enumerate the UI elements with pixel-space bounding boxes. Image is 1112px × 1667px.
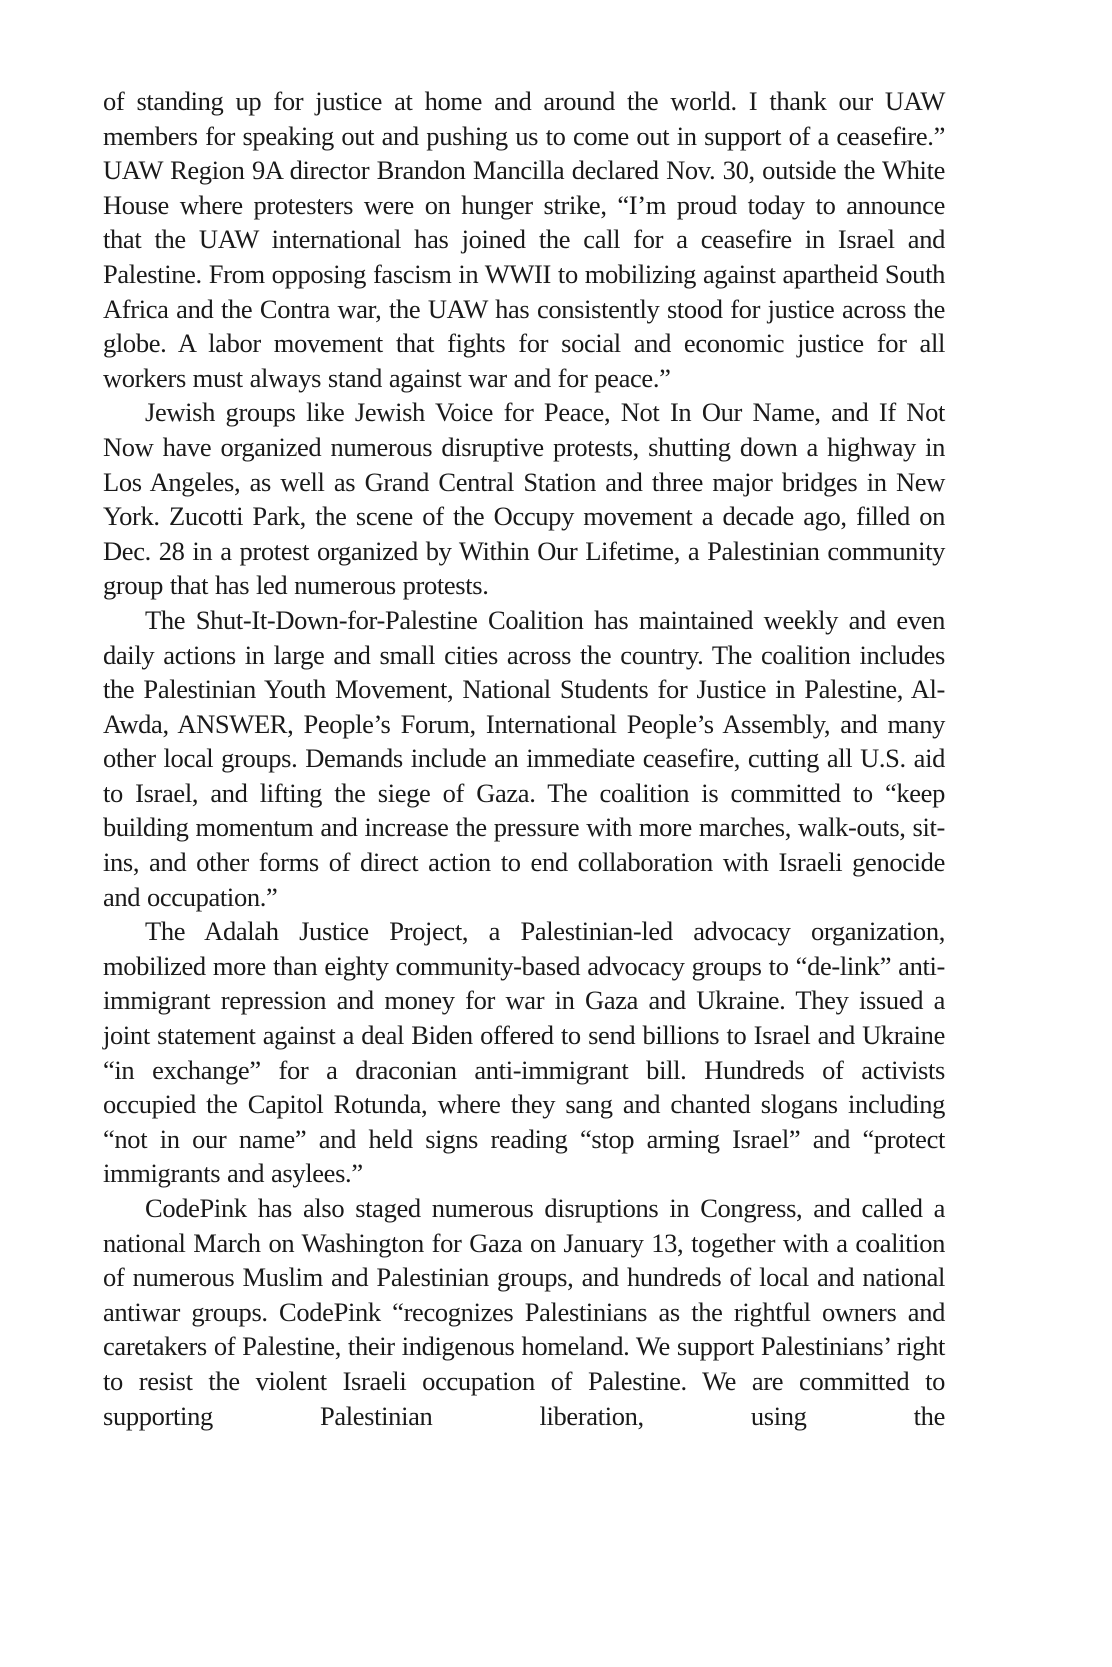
paragraph-codepink: CodePink has also staged numerous disruptions in Congress, and called a national March on Washington for Gaza on January 13, together with a coalition of numerous Muslim and Palestinian groups, and hundreds of local and national antiwar groups. CodePink “recognizes Palestinians as the rightful owners and caretakers of Palestine, their indigenous homeland. We support Palestinians’ right to resist the violent Israeli occupation of Palestine. We are committed to supporting Palestinian liberation, using the (103, 1193, 945, 1431)
document-page (103, 84, 945, 1433)
paragraph-uaw-statement: of standing up for justice at home and around the world. I thank our UAW members for speaking out and pushing us to come out in support of a ceasefire.” UAW Region 9A director Brandon Mancilla declared Nov. 30, outside the White House where protesters were on hunger strike, “I’m proud today to announce that the UAW international has joined the call for a ceasefire in Israel and Palestine. From opposing fascism in WWII to mobilizing against apartheid South Africa and the Contra war, the UAW has consistently stood for justice across the globe. A labor movement that fights for social and economic justice for all workers must always stand against war and for peace.” (103, 86, 945, 393)
paragraph-jewish-groups: Jewish groups like Jewish Voice for Peace, Not In Our Name, and If Not Now have organized numerous disruptive protests, shutting down a highway in Los Angeles, as well as Grand Central Station and three major bridges in New York. Zucotti Park, the scene of the Occupy movement a decade ago, filled on Dec. 28 in a protest organized by Within Our Lifetime, a Palestinian community group that has led numerous protests. (103, 397, 945, 601)
paragraph-adalah-justice-project: The Adalah Justice Project, a Palestinian-led advocacy organization, mobilized more than eighty community-based advocacy groups to “de-link” anti-immigrant repression and money for war in Gaza and Ukraine. They issued a joint statement against a deal Biden offered to send billions to Israel and Ukraine “in exchange” for a draconian anti-immigrant bill. Hundreds of activists occupied the Capitol Rotunda, where they sang and chanted slogans including “not in our name” and held signs reading “stop arming Israel” and “protect immigrants and asylees.” (103, 916, 945, 1189)
paragraph-shut-it-down-coalition: The Shut-It-Down-for-Palestine Coalition has maintained weekly and even daily actions in large and small cities across the country. The coalition includes the Palestinian Youth Movement, National Students for Justice in Palestine, Al-Awda, ANSWER, People’s Forum, International People’s Assembly, and many other local groups. Demands include an immediate ceasefire, cutting all U.S. aid to Israel, and lifting the siege of Gaza. The coalition is committed to “keep building momentum and increase the pressure with more marches, walk-outs, sit-ins, and other forms of direct action to end collaboration with Israeli genocide and occupation.” (103, 604, 945, 912)
